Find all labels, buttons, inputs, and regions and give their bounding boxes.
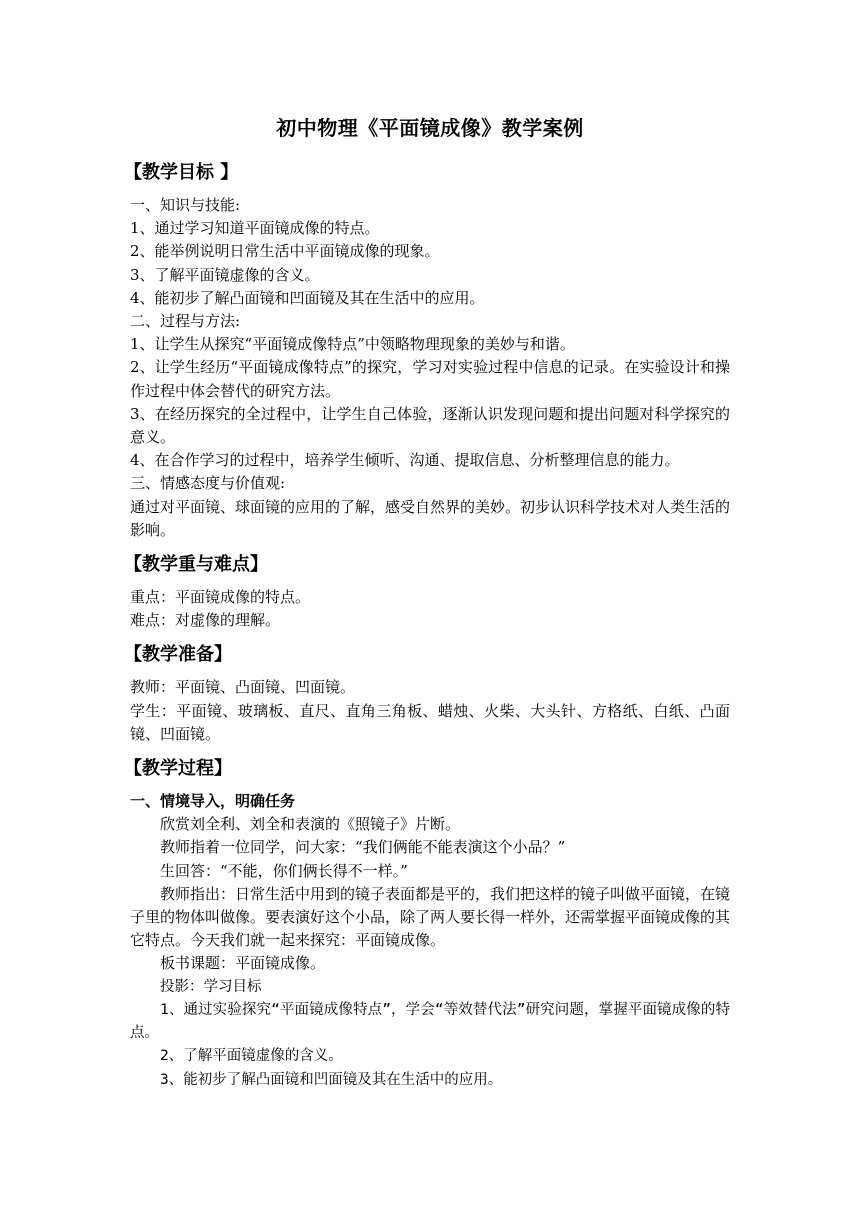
process-paragraph: 教师指着一位同学，问大家：“我们俩能不能表演这个小品？” — [160, 838, 566, 857]
projection-item: 1、通过实验探究“平面镜成像特点”，学会“等效替代法”研究问题，掌握平面镜成像的特点。 — [130, 1001, 730, 1042]
goals-line: 2、让学生经历“平面镜成像特点”的探究，学习对实验过程中信息的记录。在实验设计和操作过程中体会替代的研究方法。 — [130, 358, 730, 400]
section-heading-process: 【教学过程】 — [124, 758, 232, 780]
goals-line: 4、能初步了解凸面镜和凹面镜及其在生活中的应用。 — [130, 288, 485, 307]
projection-label: 投影：学习目标 — [160, 978, 262, 995]
goals-line: 3、了解平面镜虚像的含义。 — [130, 265, 320, 284]
goals-line: 2、能举例说明日常生活中平面镜成像的现象。 — [130, 242, 440, 261]
process-paragraph: 板书课题：平面镜成像。 — [160, 954, 326, 973]
goals-line: 1、让学生从探究“平面镜成像特点”中领略物理现象的美妙与和谐。 — [130, 335, 575, 354]
document-page — [124, 112, 731, 1092]
goals-line: 通过对平面镜、球面镜的应用的了解，感受自然界的美妙。初步认识科学技术对人类生活的影响。 — [130, 497, 731, 539]
key-point-line: 难点：对虚像的理解。 — [130, 611, 281, 630]
projection-item: 3、能初步了解凸面镜和凹面镜及其在生活中的应用。 — [160, 1071, 503, 1088]
section-heading-key-points: 【教学重与难点】 — [124, 554, 268, 576]
process-paragraph: 欣赏刘全利、刘全和表演的《照镜子》片断。 — [160, 815, 461, 834]
goals-line: 三、情感态度与价值观: — [130, 474, 286, 493]
document-title: 初中物理《平面镜成像》教学案例 — [276, 116, 584, 140]
section-heading-goals: 【教学目标 】 — [124, 162, 239, 183]
process-paragraph: 生回答：“不能，你们俩长得不一样。” — [160, 861, 408, 880]
preparation-line: 学生：平面镜、玻璃板、直尺、直角三角板、蜡烛、火柴、大头针、方格纸、白纸、凸面镜、凹面镜。 — [130, 701, 730, 743]
preparation-line: 教师：平面镜、凸面镜、凹面镜。 — [130, 678, 356, 697]
section-heading-preparation: 【教学准备】 — [124, 644, 232, 666]
goals-line: 一、知识与技能: — [130, 196, 241, 214]
key-point-line: 重点：平面镜成像的特点。 — [130, 588, 311, 607]
goals-line: 4、在合作学习的过程中，培养学生倾听、沟通、提取信息、分析整理信息的能力。 — [130, 451, 680, 470]
process-subheading: 一、情境导入，明确任务 — [130, 792, 296, 811]
goals-line: 二、过程与方法: — [130, 312, 241, 331]
goals-line: 1、通过学习知道平面镜成像的特点。 — [130, 219, 380, 238]
goals-line: 3、在经历探究的全过程中，让学生自己体验，逐渐认识发现问题和提出问题对科学探究的意义。 — [130, 404, 730, 447]
projection-item: 2、了解平面镜虚像的含义。 — [160, 1048, 343, 1065]
process-paragraph: 教师指出：日常生活中用到的镜子表面都是平的，我们把这样的镜子叫做平面镜，在镜子里的物体叫做像。要表演好这个小品，除了两人要长得一样外，还需掌握平面镜成像的其它特点。今天我们就一起来探究：平面镜成像。 — [130, 884, 731, 950]
